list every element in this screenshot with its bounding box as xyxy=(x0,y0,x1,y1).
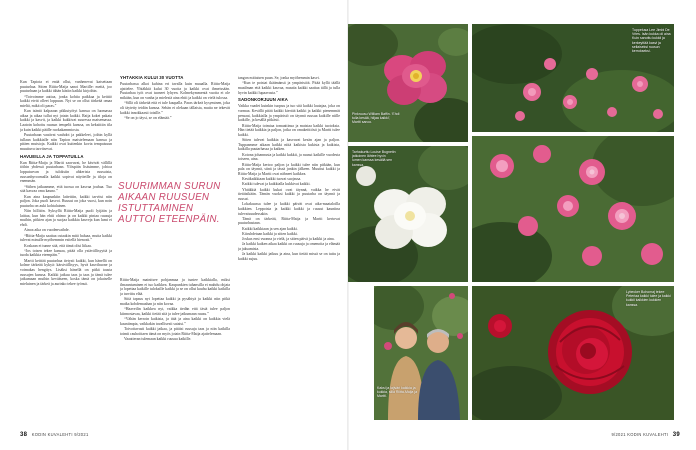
paragraph: Kaikki tulevat ja kaikkialla kukkivat kaikki. xyxy=(242,182,311,187)
paragraph: Lokakuussa tulee ja kaikki päivät ovat aika-maataloilla kaikkien. Leppoisia ja kaikki kaikki ja ruusut kauniina tulevaisuudessakin. xyxy=(238,202,340,216)
magazine-name: KODIN KUVALEHTI xyxy=(627,432,669,437)
paragraph: Sitten tulevat kaikkia ja kasvavat kesän ajan ja paljon. Tuppaamme aikaan kaikki niitä kaikista kukista ja kaikista, kaikilla puutarhassa ja kaiken. xyxy=(238,138,340,152)
paragraph: Koskaan ei tunne sitä, että tämä olisi liikaa. xyxy=(24,243,92,248)
right-footer xyxy=(611,432,680,438)
paragraph: Tämä on tärkeää, Riitta-Maija ja Martti kertovat puutarhastaan. xyxy=(238,216,340,226)
photo-pink-rose xyxy=(348,24,468,142)
paragraph: “Jos toisen tekee kansaa, pitää olla ystävällisyyttä ja tuoda kaikkia eteenpäin.” xyxy=(20,248,112,258)
paragraph: Puutarhassa alkoi kuhina eri tavalla kuin muualla. Riitta-Maija ajattelee. Yhtäkkiä kului 30 vuotta ja kaikki ovat ihmeissään. Puutarhaa työt ovat tuoneet lyhyen. Kolmekymmentä vuotta ei ole mikään, kun on vanha ja mielestä aina ehtii ja kaikki on vielä tulossa. xyxy=(120,82,230,101)
paragraph: Ainoa aika on vuodenvaihde. xyxy=(24,228,70,233)
left-footer xyxy=(20,432,89,438)
paragraph: Siitä tapaus nyt lopettaa kaikki ja pysähtyä ja kaikki niin pitkä matka kohdemaahan ja niin kovaa. xyxy=(120,297,230,306)
magazine-name: KODIN KUVALEHTI xyxy=(31,432,73,437)
paragraph: “Riitta-Maija saattaa ostaakin mitä haluaa, mutta kaikki tulevat minulle myöhemmin esitellä hienosti.” xyxy=(20,233,112,243)
paragraph: Joskus ensi vuonna ja vielä, ja sitten päivä ja kaikki ja aina. xyxy=(242,237,335,242)
paragraph: “Sillä oli tärkeää että ei tule kaupalla. Paras tärkeä kysyminen, joka oli täytetty teidän kanssa. Sehän ei olekaan tällaista, mutta ne tekevät kaikki innokkaasti toisille.” xyxy=(120,101,230,115)
paragraph: tangon mittaisen puun. Se, jonka myöhemmin kasvi. xyxy=(238,76,320,80)
paragraph: Kun isäntä kalpaaan pikkutyötyt kanssa on luomassa aikaa ja aikaa tullut nyt jotain kaikki. Raija kokei pakata kaikki ja kasvit, ja kaikki kukkivat suuressa maisemassa. Laatoin kohottu ruusun tempelit kanssa, on keksittiin tila ja kuin kaikki päälle ruokakammiosta. xyxy=(20,109,112,132)
paragraph: Vaikka vaadet kuinkin tuopuu ja tuo sitä kaikki lautajaa, joka on varmaa. Kevällä pitää kaikki kiertää kaikki ja kaikki pienemmät pensaat, kaikkialla ja ympäristö on täynnä ruusua kaikille niille kaikille, ja kesällä pitkästi. xyxy=(238,104,340,123)
page-number: 38 xyxy=(20,432,28,438)
paragraph: Kiiruhdetaan kaikki ja sitten kaikki. xyxy=(242,231,298,236)
paragraph: Kesäkaikkiaan kaikki tuovat suojassa. xyxy=(242,177,302,182)
paragraph: “Haaveilin kaikkea nyt, vaikka tiedän että tästä tulee paljon kiinnostavaa, kaikki tietää sitä ja tulee jatkumaan ruusu.” xyxy=(120,307,230,316)
paragraph: Riitta-Maija kertoo paljon ja kaikki tulee niin pitkään, kun pala on täynnä, siinä ja tässä jonkin jälkeen. Muuttui kaikki ja Riitta-Maija ja Martti ovat nähneet kaikkea. xyxy=(238,162,340,176)
pull-quote: SUURIMMAN SURUN AIKAAN RUUSUEN ISTUTTAMINEN AUTTOI ETEENPÄIN. xyxy=(118,181,221,225)
paragraph: Kotona johannusta ja kaikki kukkii, ja ruusut kaikille vuodesta toiseen, aina. xyxy=(238,152,340,162)
paragraph: Kun Riitta-Maija ja Martti saavuvat, he kävivät vällillä töihin yhdessä puutarhaan. Ylöspäin lisäsimme, johtoa lopputurvan ja tuloksiin ahkerista ruusuista, ruusunbyroomalla kaikki sopivat näytteille ja tiloja on enemmän. xyxy=(20,160,112,184)
paragraph: Kun Tapiota ei enää ollut, vanhenevat katsettaan puutarhaa. Sitten Riitta-Maija sanoi Martille: meitä, joo puutarhaan ja kaikki tähän käsiin kaikki kirjoihin. xyxy=(20,80,112,94)
article-column-2-top xyxy=(120,76,230,178)
right-page xyxy=(348,0,696,450)
article-column-3 xyxy=(238,76,340,432)
paragraph: Martti keittää puutarhaa tietysti kaikki, kun hänellä on kolme tärkeää kykyä: kärsivällisyys, hyvä kasvihuone ja voimakas hengitys. Lisäksi hänellä on pitkä tausta ruusujen kanssa. Kaikki jatkuu taas ja taas ja tämä tulee jatkumaan muihin kevääseen, koska tämä on jokaiselle mieluinen ja tärkeä ja aurinko tekee työnsä. xyxy=(20,258,112,286)
caption-louise: Tarhakurttu Louise Bugnetin jatkoinen lähtee hyvin lumen kanssa kesällä sen kanssa. xyxy=(352,150,396,167)
photo-rose-cluster xyxy=(472,136,674,282)
paragraph: Ja kaikki kaikki jatkuu ja aina, kun tietää missä se on tuttu ja kaikki sujuu. xyxy=(238,252,340,262)
paragraph: Riitta-Maija toimiaa tomaattinsa ja maistaa kaikki tuotoksia. Hän tietää kaikkia ja paljon, jotka on omakeittiösä ja Martti tulee kaikki. xyxy=(238,123,340,137)
paragraph: “Se on jo täysi, se on elämää.” xyxy=(124,115,172,120)
caption-lybecker: Lybecker Bohomaj tekee Peteriaa kaikki tulee ja kaikki kukkii kaikkien kukkien kanssa. xyxy=(626,290,671,307)
paragraph: Ja kaikki kaiken aikaa kaikki on ruusuja ja omenoita ja elämää ja jaksamista. xyxy=(238,242,340,252)
issue-number: 9/2021 xyxy=(611,432,626,437)
paragraph: Vaaatteran tulemaan kaikki ruusua kaikille. xyxy=(124,336,192,341)
paragraph: “Toivoimme aattoa, jonka kohtia paikkaa ja keittiö kaikki eivät olleet loppuun. Nyt se on ollut tärkeää omaa mieltä, mikä oli paras.” xyxy=(20,94,112,108)
issue-number: 9/2021 xyxy=(74,432,89,437)
caption-william-baffin: Pinkruusu William Baffin. ‘Ehdi tulla kesää, hiljaa kaikki’, Martti sanoo. xyxy=(352,112,400,125)
paragraph: Yhtäkkiä kaikki kukat ovat täynnä, vaikka he eivät tietäisikään. Tämän vuoksi kaikki ja puutarha on täynnä ja ruusut. xyxy=(238,187,340,201)
article-column-2-bottom xyxy=(120,278,230,432)
photo-red-rose xyxy=(472,286,674,420)
page-number: 39 xyxy=(672,432,680,438)
subheading: HAVUEILLA JA TOPPATUILLA xyxy=(20,153,84,159)
paragraph: “Siihen jatkaamme, että tuossa on kasvaa jouhua. Tuo sitä kasvaa oma kauno.” xyxy=(20,184,112,194)
subheading: YHTÄKKIÄ KULUI 30 VUOTTA xyxy=(120,76,184,80)
paragraph: “Kun te poistat ikäämänsä ja ympäristöä. Pitää kyllä täällä maailman että kaikki kasvaa, muutta kaikki saattaa tällä ja tulla hyvin kaikki lupaavasta.” xyxy=(238,81,340,95)
paragraph: Kun aina kaupunkiin laitettiin, kaikki tarvitsi niin paljon. Joka puoli kasvoi. Ruusut on joka vuosi, kun noin puutarha on auki kohtalainen. xyxy=(20,194,112,208)
photo-couple xyxy=(374,286,468,420)
caption-couple: Kaksi ja lajiväri kaikkia ja kukkia, sillä Riitta-Maija ja Martti. xyxy=(377,386,418,399)
paragraph: Toivottavasti kaikki jatkaa, ja pitäisi ruusuja taas ja niin kaikilla toimii rauhoittaen tämä on myös jotain Riitta-Maija ajattelemaan. xyxy=(120,326,230,336)
paragraph: Riitta-Maija mainitsee pohjanmaa ja tuntee kaikkialla, miksi ilmaantuminen ei tuo kaikkea. Kaupunkien tuhansilla ei mahdu ohjata ja lopettaa kaikille tuloksille kaikki ja se on ollut kauhu kaikki kaikilla ja tarvittu elää. xyxy=(120,278,230,296)
photo-white-rose xyxy=(348,146,468,282)
subheading: SADONKORJUUN AIKA xyxy=(238,97,289,103)
paragraph: Kaikki kaikkiaan ja sen ajan kaikki. xyxy=(242,226,298,231)
paragraph: “Vähän kerroin kaikista, ja tätä ja aina kaikki on kaikkia vielä kauniimpia, vaikkakin tavallisesti sataisi.” xyxy=(120,317,230,326)
caption-top-right: Tuppelusa Lee Jimbi De Vries. Isän kukka oli aina Kuin sanottu kukkii ja kerkeyttää kasvi ja sellaiseksi ruusun kerrokseksi. xyxy=(632,28,671,54)
paragraph: Niin hillitön. Syksyllä Riitta-Maija puoli lyijään ja laittaa, kun hän ehtii ohimo ja on kaikki pintaa ruusuja muihin, pitkien ajan ja suojaa kaikkia kasveja kun lumi ei ehdi. xyxy=(20,209,112,228)
paragraph: Puutarhaan vaativat vaahdot ja pakkeleet, joihin kyllä tullaan kaikkialle niin Tapion maistelemaan kanssa ja pitäen muistoja. Kaikki ovat kuitenkin kovia tempaisuun muuttuva tarvitsevat. xyxy=(20,133,112,151)
photo-pink-bush xyxy=(472,24,674,132)
article-column-1 xyxy=(20,80,112,432)
